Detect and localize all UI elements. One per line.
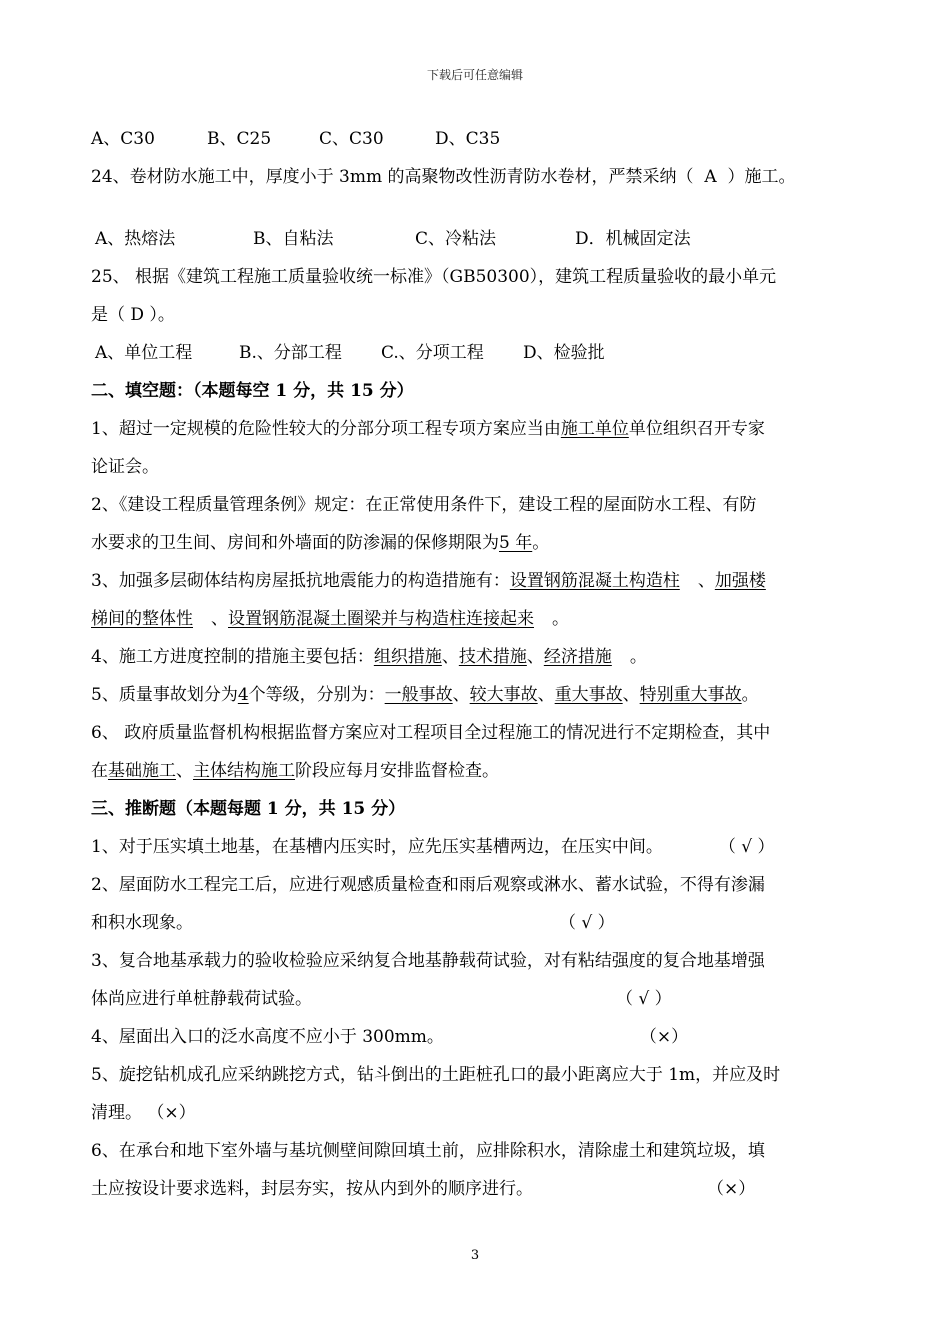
option-b: B、C25	[207, 129, 272, 149]
answer: 加强楼	[714, 571, 766, 591]
answer: 较大事故	[469, 685, 538, 705]
answer: 特别重大事故	[639, 685, 742, 705]
option-d: D．机械固定法	[575, 229, 691, 249]
answer: 主体结构施工	[193, 761, 295, 781]
section-3-title: 三、推断题（本题每题 1 分，共 15 分）	[91, 799, 406, 819]
answer: 梯间的整体性	[91, 609, 193, 629]
answer: 施工单位	[560, 419, 629, 439]
s3-q5-line2: 清理。 （×）	[91, 1103, 196, 1123]
option-c: C、C30	[319, 129, 384, 149]
q24-question: 24、卷材防水施工中，厚度小于 3mm 的高聚物改性沥青防水卷材，严禁采纳（ A ）施工。	[91, 158, 871, 196]
s3-q2-line1: 2、屋面防水工程完工后，应进行观感质量检查和雨后观察或淋水、蓄水试验，不得有渗漏	[91, 875, 765, 895]
page-number: 3	[470, 1248, 480, 1263]
q24-answer: A	[704, 167, 717, 187]
answer: 基础施工	[108, 761, 176, 781]
answer: 5 年	[499, 533, 533, 553]
s2-q4: 4、施工方进度控制的措施主要包括：组织措施、技术措施、经济措施 。	[91, 647, 647, 667]
s3-q5-line1: 5、旋挖钻机成孔应采纳跳挖方式，钻斗倒出的土距桩孔口的最小距离应大于 1m，并应及时	[91, 1065, 781, 1085]
q25-question-line1: 25、 根据《建筑工程施工质量验收统一标准》（GB50300），建筑工程质量验收的最小单元	[91, 267, 777, 287]
s3-q4: 4、屋面出入口的泛水高度不应小于 300mm。 （×）	[91, 1018, 871, 1056]
answer: 技术措施	[458, 647, 527, 667]
s2-q2-line2: 水要求的卫生间、房间和外墙面的防渗漏的保修期限为5 年。	[91, 533, 550, 553]
answer: 重大事故	[554, 685, 623, 705]
s2-q3-line1: 3、加强多层砌体结构房屋抵抗地震能力的构造措施有：设置钢筋混凝土构造柱 、加强楼	[91, 571, 766, 591]
s3-q2-line2: 和积水现象。 （ √ ）	[91, 904, 871, 942]
option-c: C.、分项工程	[381, 343, 484, 363]
document-body	[91, 120, 871, 1208]
s2-q2-line1: 2、《建设工程质量管理条例》规定：在正常使用条件下，建设工程的屋面防水工程、有防	[91, 495, 757, 515]
s3-q6-line2: 土应按设计要求选料，封层夯实，按从内到外的顺序进行。 （×）	[91, 1170, 871, 1208]
q25-question-line2: 是（ D ）。	[91, 305, 175, 325]
s2-q1-line2: 论证会。	[91, 457, 159, 477]
judgement-mark: （ √ ）	[559, 913, 615, 933]
answer: 经济措施	[543, 647, 612, 667]
s2-q3-line2: 梯间的整体性 、设置钢筋混凝土圈梁并与构造柱连接起来 。	[91, 609, 569, 629]
s2-q5: 5、质量事故划分为4个等级，分别为：一般事故、较大事故、重大事故、特别重大事故。	[91, 685, 759, 705]
q24-options	[91, 220, 871, 258]
option-a: A、C30	[91, 129, 155, 149]
option-a: A、热熔法	[95, 229, 176, 249]
option-d: D、C35	[435, 129, 501, 149]
answer: 设置钢筋混凝土圈梁并与构造柱连接起来	[228, 609, 534, 629]
answer: 组织措施	[373, 647, 442, 667]
s2-q6-line1: 6、 政府质量监督机构根据监督方案应对工程项目全过程施工的情况进行不定期检查，其中	[91, 723, 771, 743]
option-d: D、检验批	[523, 343, 605, 363]
s3-q6-line1: 6、在承台和地下室外墙与基坑侧壁间隙回填土前，应排除积水，清除虚土和建筑垃圾，填	[91, 1141, 765, 1161]
option-b: B.、分部工程	[239, 343, 342, 363]
q25-options	[91, 334, 871, 372]
s2-q1-line1: 1、超过一定规模的危险性较大的分部分项工程专项方案应当由施工单位单位组织召开专家	[91, 419, 765, 439]
page-header: 下载后可任意编辑	[426, 68, 523, 82]
judgement-mark: （ √ ）	[718, 837, 775, 857]
judgement-mark: （ √ ）	[616, 989, 672, 1009]
s2-q6-line2: 在基础施工、主体结构施工阶段应每月安排监督检查。	[91, 761, 499, 781]
option-a: A、单位工程	[95, 343, 193, 363]
option-c: C、冷粘法	[415, 229, 497, 249]
answer: 设置钢筋混凝土构造柱	[509, 571, 680, 591]
s3-q1: 1、对于压实填土地基，在基槽内压实时，应先压实基槽两边，在压实中间。 （ √ ）	[91, 828, 871, 866]
answer: 一般事故	[384, 685, 453, 705]
s3-q3-line2: 体尚应进行单桩静载荷试验。 （ √ ）	[91, 980, 871, 1018]
option-b: B、自粘法	[253, 229, 334, 249]
s3-q3-line1: 3、复合地基承载力的验收检验应采纳复合地基静载荷试验，对有粘结强度的复合地基增强	[91, 951, 765, 971]
q23-options	[91, 120, 871, 158]
answer: 4	[237, 685, 249, 705]
judgement-mark: （×）	[639, 1027, 689, 1047]
judgement-mark: （×）	[707, 1179, 756, 1199]
section-2-title: 二、填空题：（本题每空 1 分，共 15 分）	[91, 381, 414, 401]
